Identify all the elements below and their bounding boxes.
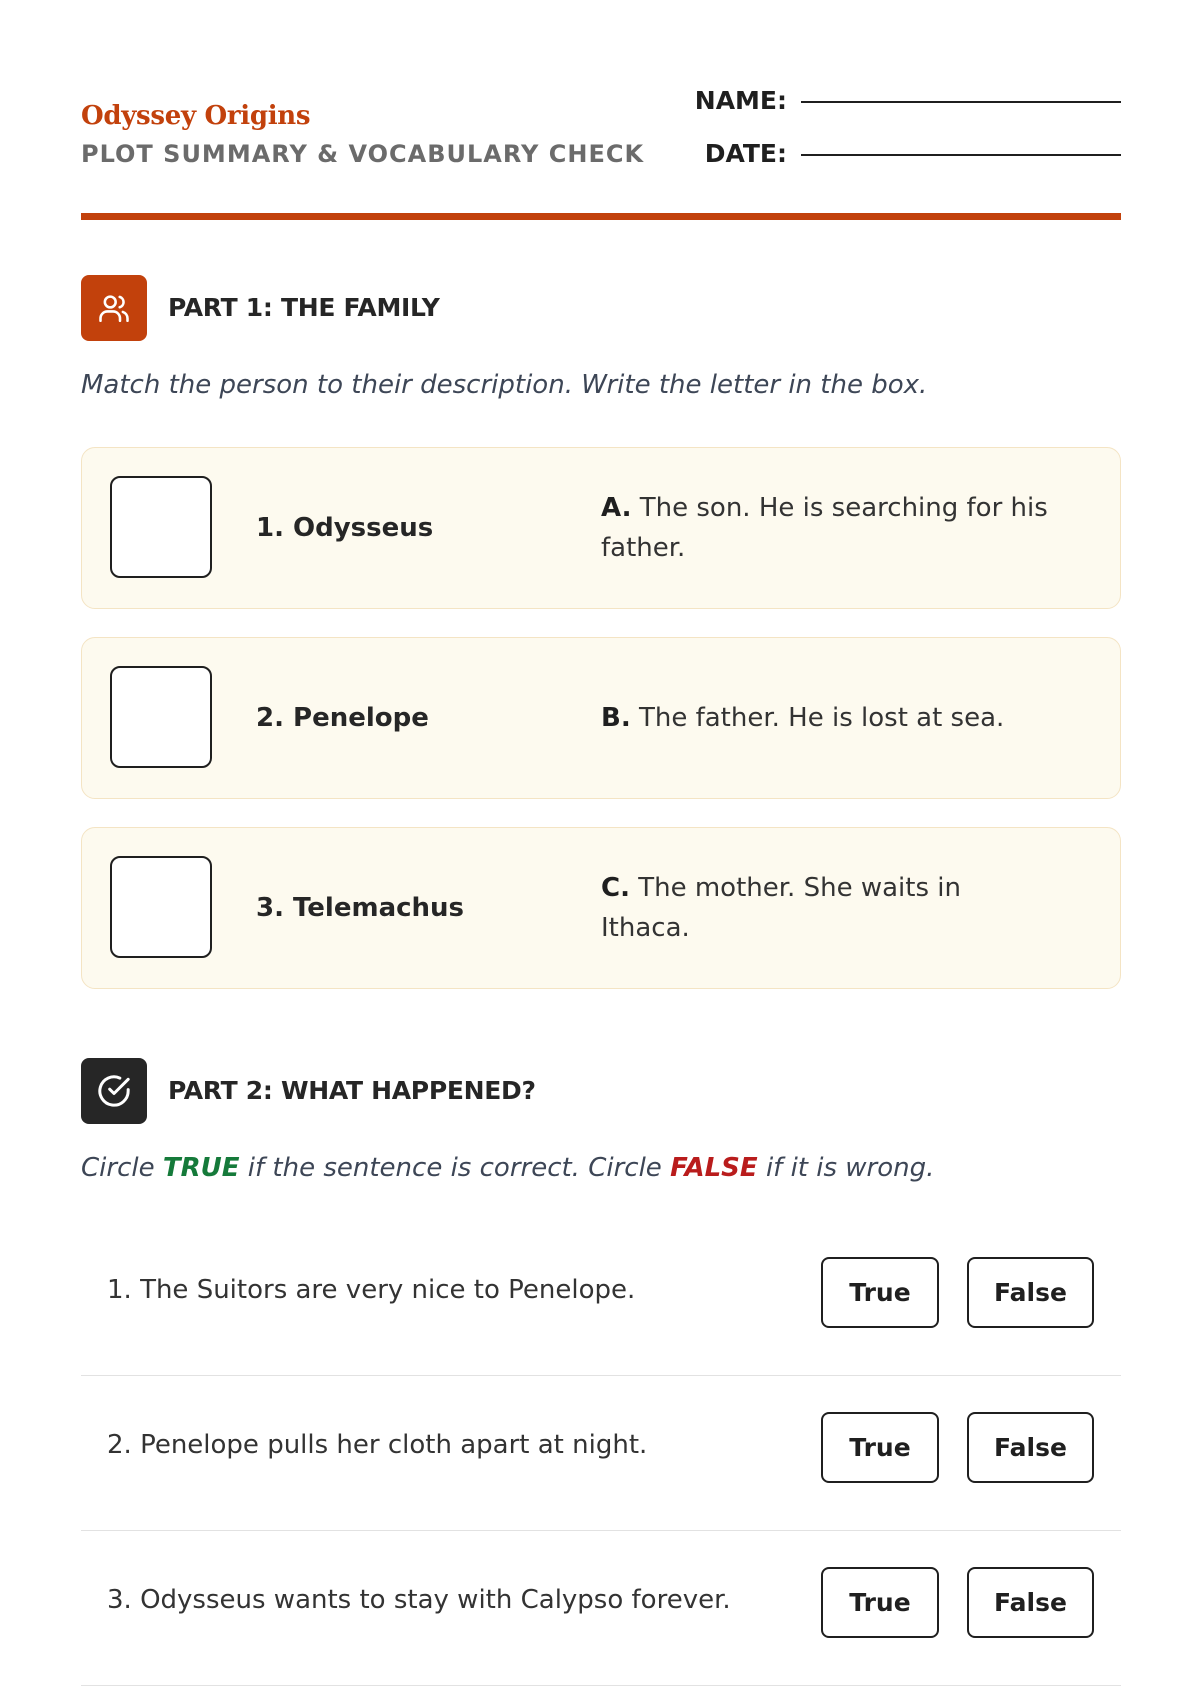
statement-text: 1. The Suitors are very nice to Penelope. xyxy=(107,1275,636,1305)
name-label: NAME: xyxy=(694,86,787,115)
date-write-line[interactable] xyxy=(801,154,1121,156)
instr-middle: if the sentence is correct. Circle xyxy=(247,1153,662,1183)
description-text: The son. He is searching for his father. xyxy=(601,493,1048,563)
false-button[interactable]: False xyxy=(967,1257,1094,1328)
worksheet-subtitle: PLOT SUMMARY & VOCABULARY CHECK xyxy=(81,140,645,168)
description-text: The mother. She waits in Ithaca. xyxy=(601,873,961,943)
person-name: 2. Penelope xyxy=(256,703,429,733)
description-text: The father. He is lost at sea. xyxy=(638,703,1005,733)
person-name: 1. Odysseus xyxy=(256,513,434,543)
true-button[interactable]: True xyxy=(821,1567,939,1638)
true-false-row xyxy=(81,1530,1121,1686)
description xyxy=(601,448,1051,608)
part1-instructions: Match the person to their description. Write the letter in the box. xyxy=(81,370,928,400)
answer-box[interactable] xyxy=(110,476,212,578)
description xyxy=(601,828,1051,988)
description-letter: C. xyxy=(601,873,630,903)
statement-text: 3. Odysseus wants to stay with Calypso forever. xyxy=(107,1585,731,1615)
match-card xyxy=(81,827,1121,989)
date-label: DATE: xyxy=(704,139,787,168)
true-button[interactable]: True xyxy=(821,1257,939,1328)
users-icon xyxy=(81,275,147,341)
true-false-row xyxy=(81,1375,1121,1531)
person-name: 3. Telemachus xyxy=(256,893,465,923)
true-button[interactable]: True xyxy=(821,1412,939,1483)
date-field xyxy=(681,135,1121,175)
false-button[interactable]: False xyxy=(967,1412,1094,1483)
true-false-row xyxy=(81,1220,1121,1376)
match-card xyxy=(81,637,1121,799)
answer-box[interactable] xyxy=(110,856,212,958)
part2-instructions xyxy=(81,1153,1121,1183)
description-letter: A. xyxy=(601,493,632,523)
instr-circle: Circle xyxy=(81,1153,155,1183)
answer-box[interactable] xyxy=(110,666,212,768)
description xyxy=(601,638,1051,798)
part1-title: PART 1: THE FAMILY xyxy=(168,293,440,322)
part2-title: PART 2: WHAT HAPPENED? xyxy=(168,1076,536,1105)
instr-false-word: FALSE xyxy=(670,1153,758,1183)
instr-true-word: TRUE xyxy=(162,1153,240,1183)
brand-title: Odyssey Origins xyxy=(81,101,311,131)
match-card xyxy=(81,447,1121,609)
header-divider xyxy=(81,213,1121,220)
name-write-line[interactable] xyxy=(801,101,1121,103)
check-circle-icon xyxy=(81,1058,147,1124)
worksheet-header xyxy=(81,80,1121,220)
name-field xyxy=(681,82,1121,122)
part2-header xyxy=(81,1058,1121,1124)
description-letter: B. xyxy=(601,703,631,733)
instr-end: if it is wrong. xyxy=(765,1153,935,1183)
part1-header xyxy=(81,275,1121,341)
statement-text: 2. Penelope pulls her cloth apart at night. xyxy=(107,1430,648,1460)
false-button[interactable]: False xyxy=(967,1567,1094,1638)
